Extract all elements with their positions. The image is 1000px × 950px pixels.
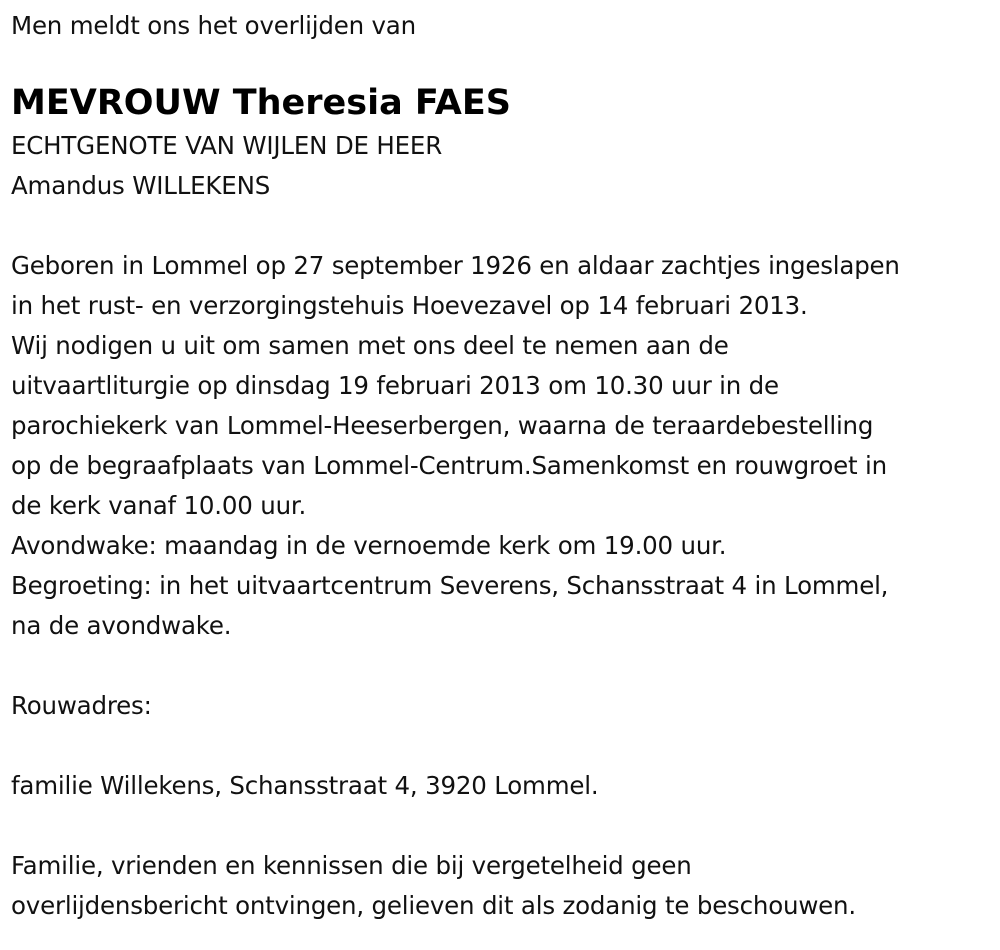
notice-body [11, 246, 996, 646]
spacer [11, 646, 996, 686]
body-line: na de avondwake. [11, 611, 232, 640]
body-line: de kerk vanaf 10.00 uur. [11, 491, 307, 520]
body-line: parochiekerk van Lommel-Heeserbergen, waarna de teraardebestelling [11, 411, 874, 440]
body-line: Wij nodigen u uit om samen met ons deel te nemen aan de [11, 331, 729, 360]
intro-text: Men meldt ons het overlijden van [11, 11, 416, 40]
closing-line: overlijdensbericht ontvingen, gelieven dit als zodanig te beschouwen. [11, 891, 856, 920]
spacer [11, 806, 996, 846]
body-line: in het rust- en verzorgingstehuis Hoevezavel op 14 februari 2013. [11, 291, 808, 320]
body-line: uitvaartliturgie op dinsdag 19 februari 2013 om 10.30 uur in de [11, 371, 779, 400]
spacer [11, 206, 996, 246]
spouse-name: Amandus WILLEKENS [11, 171, 271, 200]
body-line: Geboren in Lommel op 27 september 1926 en aldaar zachtjes ingeslapen [11, 251, 900, 280]
closing-note [11, 846, 996, 926]
closing-line: Familie, vrienden en kennissen die bij vergetelheid geen [11, 851, 692, 880]
body-line: op de begraafplaats van Lommel-Centrum.Samenkomst en rouwgroet in [11, 451, 887, 480]
death-notice [11, 6, 996, 926]
deceased-name: MEVROUW Theresia FAES [11, 83, 511, 123]
body-line: Avondwake: maandag in de vernoemde kerk om 19.00 uur. [11, 531, 727, 560]
body-line: Begroeting: in het uitvaartcentrum Severens, Schansstraat 4 in Lommel, [11, 571, 889, 600]
spouse-line: ECHTGENOTE VAN WIJLEN DE HEER [11, 131, 443, 160]
address-label: Rouwadres: [11, 691, 152, 720]
mourning-address: familie Willekens, Schansstraat 4, 3920 Lommel. [11, 771, 599, 800]
spacer [11, 726, 996, 766]
